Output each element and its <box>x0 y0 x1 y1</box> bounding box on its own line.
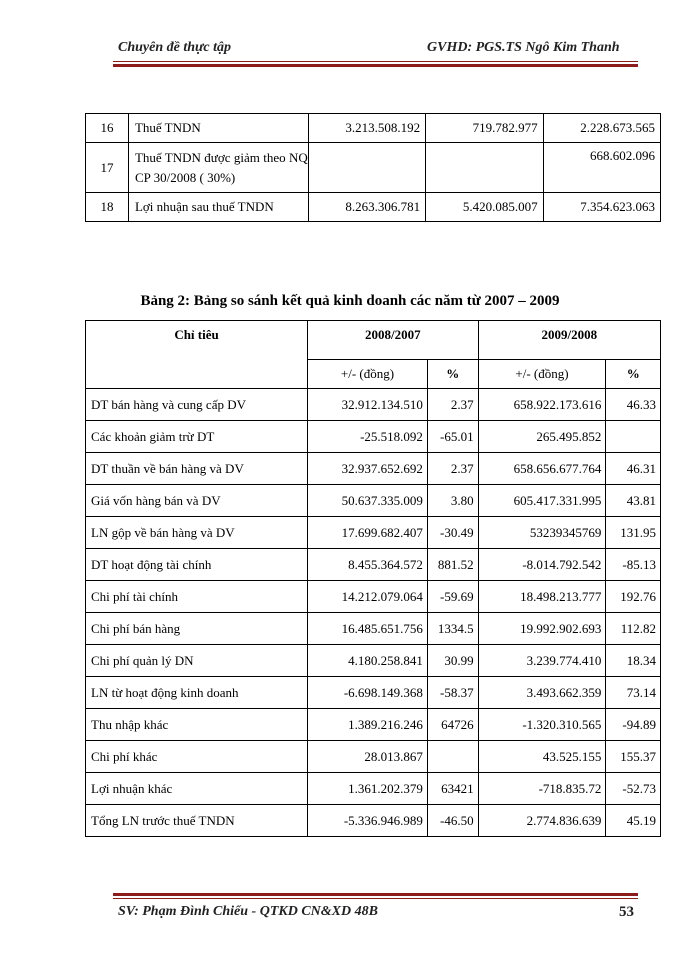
change-amount-2009: 265.495.852 <box>478 421 606 453</box>
footer-left-text: SV: Phạm Đình Chiểu - QTKD CN&XD 48B <box>118 904 378 919</box>
change-amount-2008: 28.013.867 <box>308 741 428 773</box>
change-percent-2008: 2.37 <box>427 453 478 485</box>
page-number: 53 <box>619 904 634 920</box>
change-amount-2008: 32.912.134.510 <box>308 389 428 421</box>
change-percent-2008: 64726 <box>427 709 478 741</box>
indicator-label: DT hoạt động tài chính <box>86 549 308 581</box>
table-row <box>86 389 661 421</box>
change-amount-2008: 14.212.079.064 <box>308 581 428 613</box>
change-percent-2008: 30.99 <box>427 645 478 677</box>
period1-header: 2008/2007 <box>308 321 479 360</box>
header-right-text: GVHD: PGS.TS Ngô Kim Thanh <box>427 40 620 55</box>
value-2007: 8.263.306.781 <box>308 193 425 222</box>
period2-header: 2009/2008 <box>478 321 660 360</box>
indicator-label: Chi phí tài chính <box>86 581 308 613</box>
change-percent-2009: -85.13 <box>606 549 661 581</box>
change-percent-2009: 192.76 <box>606 581 661 613</box>
value-2008: 5.420.085.007 <box>426 193 543 222</box>
indicator-label: Thu nhập khác <box>86 709 308 741</box>
indicator-label: LN từ hoạt động kinh doanh <box>86 677 308 709</box>
row-number: 16 <box>86 114 129 143</box>
value-2007: 3.213.508.192 <box>308 114 425 143</box>
change-percent-2008: 1334.5 <box>427 613 478 645</box>
change-amount-2009: 43.525.155 <box>478 741 606 773</box>
table-row <box>86 645 661 677</box>
indicator-label: Tổng LN trước thuế TNDN <box>86 805 308 837</box>
value-2008: 719.782.977 <box>426 114 543 143</box>
table-row <box>86 453 661 485</box>
change-percent-2009: 131.95 <box>606 517 661 549</box>
header-left-text: Chuyên đề thực tập <box>118 40 232 55</box>
table-row <box>86 581 661 613</box>
table-row <box>86 114 661 143</box>
value-2008 <box>426 143 543 193</box>
table-row <box>86 613 661 645</box>
change-percent-2008: 63421 <box>427 773 478 805</box>
value-2009: 2.228.673.565 <box>543 114 660 143</box>
indicator-label: DT thuần về bán hàng và DV <box>86 453 308 485</box>
row-description: Thuế TNDN <box>128 114 308 143</box>
row-description: Thuế TNDN được giảm theo NQ CP 30/2008 ( 30%) <box>128 143 308 193</box>
change-percent-2009: 43.81 <box>606 485 661 517</box>
change-percent-2008: -59.69 <box>427 581 478 613</box>
change-amount-2009: 53239345769 <box>478 517 606 549</box>
indicator-label: Chi phí bán hàng <box>86 613 308 645</box>
indicator-label: Lợi nhuận khác <box>86 773 308 805</box>
row-number: 17 <box>86 143 129 193</box>
change-amount-2008: 16.485.651.756 <box>308 613 428 645</box>
change-amount-2008: 32.937.652.692 <box>308 453 428 485</box>
change-percent-2008 <box>427 741 478 773</box>
change-amount-2008: -25.518.092 <box>308 421 428 453</box>
change-percent-2009: 73.14 <box>606 677 661 709</box>
header-row <box>86 321 661 360</box>
table-row <box>86 709 661 741</box>
table-row <box>86 805 661 837</box>
change-percent-2009: -94.89 <box>606 709 661 741</box>
table-row <box>86 193 661 222</box>
indicator-label: Các khoản giảm trừ DT <box>86 421 308 453</box>
footer-rule-thin <box>113 898 638 899</box>
indicator-label: Chi phí khác <box>86 741 308 773</box>
change-percent-2009: 46.31 <box>606 453 661 485</box>
change-amount-2008: 8.455.364.572 <box>308 549 428 581</box>
change-percent-2008: 3.80 <box>427 485 478 517</box>
indicator-label: DT bán hàng và cung cấp DV <box>86 389 308 421</box>
change-percent-2009: 46.33 <box>606 389 661 421</box>
change-percent-2009 <box>606 421 661 453</box>
table-row <box>86 421 661 453</box>
change-amount-2008: -5.336.946.989 <box>308 805 428 837</box>
change-percent-2008: 2.37 <box>427 389 478 421</box>
change-amount-2009: 2.774.836.639 <box>478 805 606 837</box>
indicator-header: Chỉ tiêu <box>86 321 308 389</box>
change-amount-2009: 605.417.331.995 <box>478 485 606 517</box>
change-percent-2008: -46.50 <box>427 805 478 837</box>
change-amount-2009: -1.320.310.565 <box>478 709 606 741</box>
comparison-table <box>85 320 661 837</box>
change-amount-2009: 3.493.662.359 <box>478 677 606 709</box>
amount-header: +/- (đồng) <box>308 360 428 389</box>
change-amount-2008: 4.180.258.841 <box>308 645 428 677</box>
amount-header: +/- (đồng) <box>478 360 606 389</box>
row-number: 18 <box>86 193 129 222</box>
header-rule-thick <box>113 64 638 67</box>
value-2009: 7.354.623.063 <box>543 193 660 222</box>
table-row <box>86 677 661 709</box>
footer-rule-thick <box>113 893 638 896</box>
change-amount-2009: 658.656.677.764 <box>478 453 606 485</box>
value-2007 <box>308 143 425 193</box>
change-percent-2008: 881.52 <box>427 549 478 581</box>
change-percent-2008: -65.01 <box>427 421 478 453</box>
change-amount-2009: -8.014.792.542 <box>478 549 606 581</box>
table2-title: Bảng 2: Bảng so sánh kết quả kinh doanh các năm từ 2007 – 2009 <box>140 293 560 309</box>
change-amount-2008: 17.699.682.407 <box>308 517 428 549</box>
table-row <box>86 549 661 581</box>
indicator-label: Giá vốn hàng bán và DV <box>86 485 308 517</box>
table-row <box>86 773 661 805</box>
change-percent-2009: 18.34 <box>606 645 661 677</box>
indicator-label: LN gộp về bán hàng và DV <box>86 517 308 549</box>
change-amount-2008: 1.361.202.379 <box>308 773 428 805</box>
change-percent-2009: 112.82 <box>606 613 661 645</box>
percent-header: % <box>606 360 661 389</box>
table-row <box>86 143 661 193</box>
change-percent-2009: 155.37 <box>606 741 661 773</box>
change-amount-2009: 19.992.902.693 <box>478 613 606 645</box>
change-percent-2009: -52.73 <box>606 773 661 805</box>
change-percent-2009: 45.19 <box>606 805 661 837</box>
continuation-table <box>85 113 661 222</box>
change-amount-2009: 3.239.774.410 <box>478 645 606 677</box>
change-amount-2008: 50.637.335.009 <box>308 485 428 517</box>
table-row <box>86 517 661 549</box>
change-amount-2009: 658.922.173.616 <box>478 389 606 421</box>
percent-header: % <box>427 360 478 389</box>
change-amount-2008: -6.698.149.368 <box>308 677 428 709</box>
change-percent-2008: -58.37 <box>427 677 478 709</box>
row-description: Lợi nhuận sau thuế TNDN <box>128 193 308 222</box>
table-row <box>86 485 661 517</box>
header-rule-thin <box>113 61 638 62</box>
change-amount-2009: 18.498.213.777 <box>478 581 606 613</box>
indicator-label: Chi phí quản lý DN <box>86 645 308 677</box>
change-percent-2008: -30.49 <box>427 517 478 549</box>
value-2009: 668.602.096 <box>543 143 660 193</box>
table-row <box>86 741 661 773</box>
change-amount-2009: -718.835.72 <box>478 773 606 805</box>
change-amount-2008: 1.389.216.246 <box>308 709 428 741</box>
